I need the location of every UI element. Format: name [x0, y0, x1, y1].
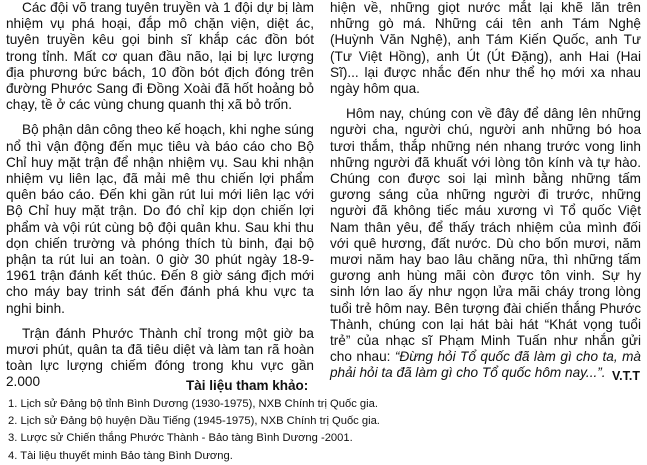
left-column [6, 0, 314, 391]
left-paragraph-1: Các đội võ trang tuyên truyền và 1 đội dự bị làm nhiệm vụ phá hoại, đắp mô chặn viện, diệt ác, tuyên truyền kêu gọi binh sĩ khắp các đồn bót trong tỉnh. Mất cơ quan đầu não, lại bị lực lượng địa phương bức bách, 10 đồn bót địch đóng trên đường Phước Sang đi Đồng Xoài đã hốt hoảng bỏ chạy, tề ở các vùng chung quanh thị xã bỏ trốn. [6, 0, 314, 113]
right-column [330, 0, 641, 382]
reference-item: 1. Lịch sử Đảng bộ tỉnh Bình Dương (1930-1975), NXB Chính trị Quốc gia. [8, 398, 378, 410]
reference-item: 4. Tài liệu thuyết minh Bảo tàng Bình Dương. [8, 449, 233, 462]
left-paragraph-2: Bộ phận dân công theo kế hoạch, khi nghe súng nổ thì vận động đến mục tiêu và báo cáo cho Bộ Chỉ huy mặt trận để nhận nhiệm vụ. Sau khi nhận nhiệm vụ liên lạc, đã mải mê thu chiến lợi phẩm quên báo cáo. Đến khi gần rút lui mới liên lạc với Bộ Chỉ huy mặt trận. Do đó chỉ kịp dọn chiến lợi phẩm và vội rút cùng bộ đội quân khu. Sau khi thu dọn chiến trường và phóng thích tù binh, đại bộ phận ta rút lui an toàn. 0 giờ 30 phút ngày 18-9-1961 trận đánh kết thúc. Đến 8 giờ sáng địch mới cho máy bay trinh sát đến đánh phá khu vực ta nghi binh. [6, 122, 314, 316]
references-title: Tài liệu tham khảo: [186, 378, 309, 393]
right-paragraph-main-text: Hôm nay, chúng con về đây để dâng lên những người cha, người chú, người anh những bó hoa tươi thắm, thắp những nén nhang trước vong linh những người đã khuất với lòng tôn kính và tự hào. Chúng con được soi lại mình bằng những tấm gương sáng của những người đi trước, những người đã không tiếc máu xương vì Tổ quốc Việt Nam thân yêu, để thấy trách nhiệm của mình đối với quê hương, đất nước. Dù cho bốn mươi, năm mươi năm hay bao lâu chăng nữa, thì những tấm gương anh hùng mãi còn được tôn vinh. Sự hy sinh lớn lao ấy như ngọn lửa mãi cháy trong lòng tuổi trẻ hôm nay. Bên tượng đài chiến thắng Phước Thành, chúng con lại hát bài hát “Khát vọng tuổi trẻ” của nhạc sĩ Phạm Minh Tuấn như nhắn gửi cho nhau: [330, 106, 641, 365]
left-paragraph-3: Trận đánh Phước Thành chỉ trong một giờ ba mươi phút, quân ta đã tiêu diệt và làm tan rã hoàn toàn lực lượng chiếm đóng trong khu vực gần 2.000 [6, 325, 314, 390]
right-paragraph-main [330, 106, 641, 381]
references-list [8, 396, 380, 465]
reference-item: 3. Lược sử Chiến thắng Phước Thành - Bảo tàng Bình Dương -2001. [8, 432, 353, 445]
song-quote: “Đừng hỏi Tổ quốc đã làm gì cho ta, mà phải hỏi ta đã làm gì cho Tổ quốc hôm nay...”. [330, 349, 641, 381]
author-signature: V.T.T [611, 369, 640, 383]
right-paragraph-continuation: hiện về, những giọt nước mắt lại khẽ lăn trên những gò má. Những cái tên anh Tám Nghệ (Huỳnh Văn Nghệ), anh Tám Kiến Quốc, anh Tư (Tư Việt Hồng), anh Út (Út Đặng), anh Hai (Hai Sĩ)... lại được nhắc đến như thể họ mới xa nhau ngày hôm qua. [330, 0, 641, 97]
reference-item: 2. Lịch sử Đảng bộ huyện Dầu Tiếng (1945-1975), NXB Chính trị Quốc gia. [8, 415, 380, 428]
